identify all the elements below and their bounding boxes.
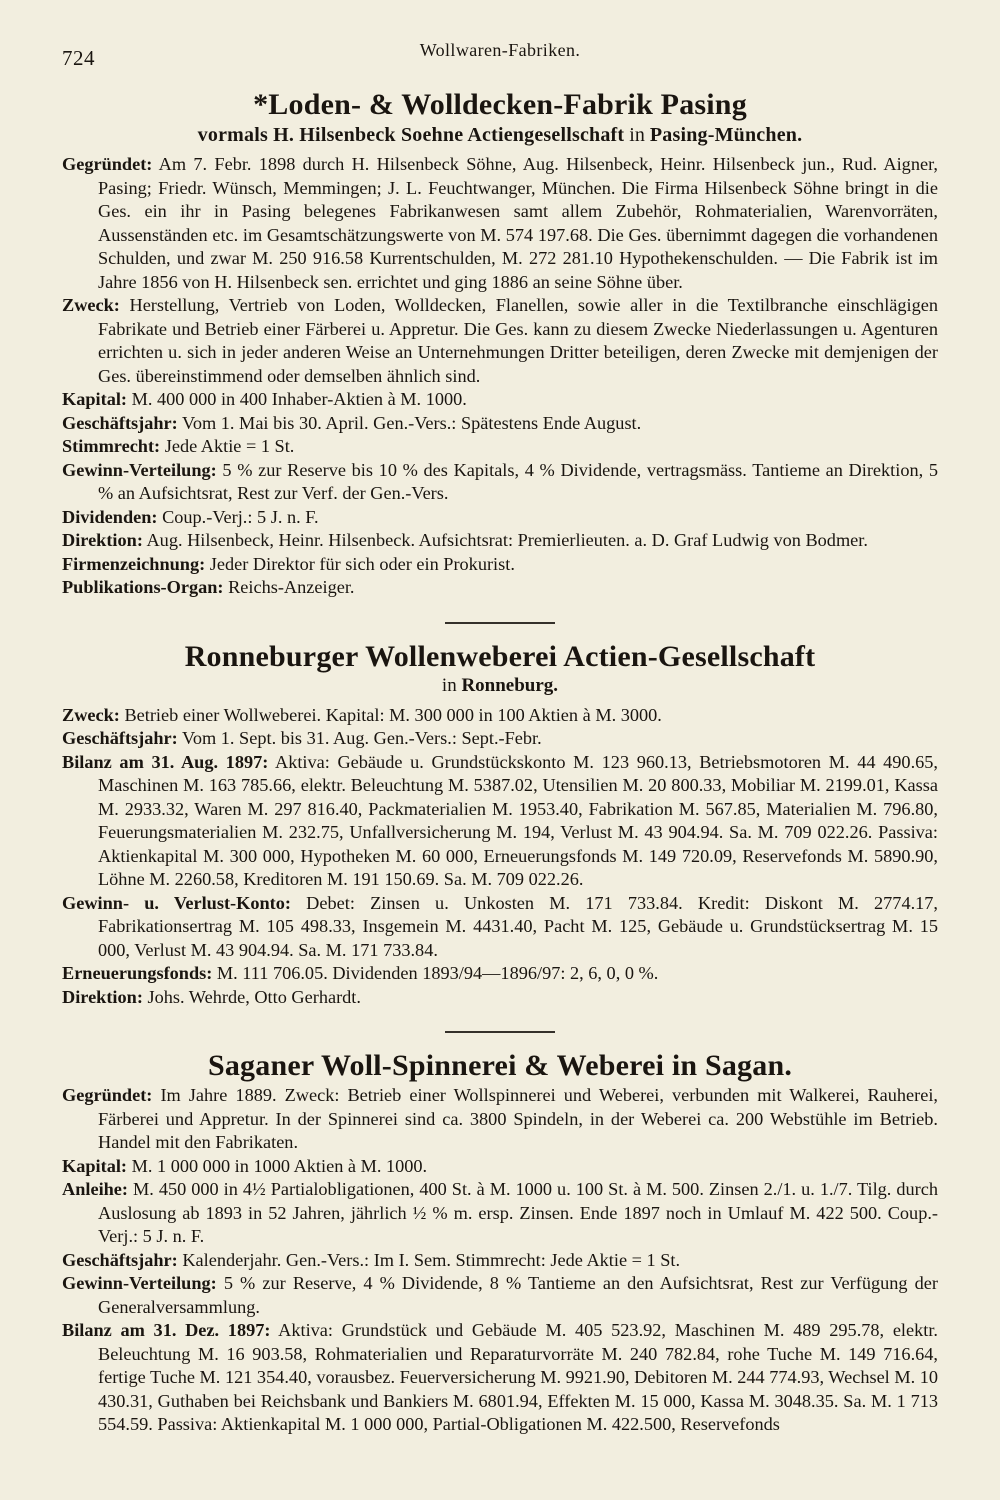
field-label: Geschäftsjahr: xyxy=(62,412,178,433)
field-value: Vom 1. Mai bis 30. April. Gen.-Vers.: Spätestens Ende August. xyxy=(177,412,642,433)
entry-field xyxy=(62,1249,938,1273)
running-title: Wollwaren-Fabriken. xyxy=(419,40,581,60)
entry-saganer-woll-spinnerei xyxy=(62,1049,938,1437)
entry-field xyxy=(62,412,938,436)
field-label: Gegründet: xyxy=(62,154,153,174)
entry-loden-wolldecken-fabrik-pasing xyxy=(62,88,938,600)
field-value: Jeder Direktor für sich oder ein Prokurist. xyxy=(205,553,515,574)
entry-field xyxy=(62,529,938,553)
entry-field xyxy=(62,1319,938,1437)
field-value: Herstellung, Vertrieb von Loden, Wolldecken, Flanellen, sowie aller in die Textilbranche einschlägigen Fabrikate und Betrieb einer Färberei u. Appretur. Die Ges. kann zu diesem Zwecke Niederlassungen u. Agenturen errichten u. sich in jeder anderen Weise an Unternehmungen Dritter beteiligen, deren Zwecke mit demjenigen der Ges. übereinstimmend oder demselben ähnlich sind. xyxy=(98,295,938,386)
entry-subtitle xyxy=(62,123,938,147)
field-label: Stimmrecht: xyxy=(62,436,161,456)
field-label: Bilanz am 31. Dez. 1897: xyxy=(62,1320,271,1340)
entry-field xyxy=(62,553,938,577)
field-label: Kapital: xyxy=(62,389,128,409)
field-value: Jede Aktie = 1 St. xyxy=(160,436,295,456)
running-head xyxy=(62,40,938,74)
entry-ronneburger-wollenweberei xyxy=(62,640,938,1010)
page-number: 724 xyxy=(62,46,95,70)
field-value: M. 400 000 in 400 Inhaber-Aktien à M. 1000. xyxy=(127,389,467,409)
field-label: Anleihe: xyxy=(62,1179,129,1199)
entry-field xyxy=(62,506,938,530)
field-value: Reichs-Anzeiger. xyxy=(223,577,355,597)
entry-field xyxy=(62,435,938,459)
entry-title: Saganer Woll-Spinnerei & Weberei in Sagan. xyxy=(207,1049,793,1082)
entry-location-name: Ronneburg. xyxy=(461,674,559,696)
field-value: M. 111 706.05. Dividenden 1893/94—1896/97: 2, 6, 0, 0 %. xyxy=(212,963,659,983)
field-label: Gegründet: xyxy=(62,1085,153,1105)
entry-title: *Loden- & Wolldecken-Fabrik Pasing xyxy=(253,88,747,121)
entry-field xyxy=(62,892,938,963)
field-value: Am 7. Febr. 1898 durch H. Hilsenbeck Söhne, Aug. Hilsenbeck, Heinr. Hilsenbeck jun., Rud. Aigner, Pasing; Friedr. Wünsch, Memmingen; J. L. Feuchtwanger, München. Die Firma Hilsenbeck Söhne bringt in die Ges. ein ihr in Pasing belegenes Fabrikanwesen samt allem Zubehör, Rohmaterialien, Warenvorräten, Aussenständen etc. im Gesamtschätzungswerte von M. 574 197.68. Die Ges. übernimmt dagegen die vorhandenen Schulden, und zwar M. 250 916.58 Kurrentschulden, M. 272 281.10 Hypothekenschulden. — Die Fabrik ist im Jahre 1856 von H. Hilsenbeck sen. errichtet und ging 1886 an seine Söhne über. xyxy=(98,154,938,292)
field-label: Dividenden: xyxy=(62,506,158,527)
entry-field xyxy=(62,1272,938,1319)
field-value: Vom 1. Sept. bis 31. Aug. Gen.-Vers.: Sept.-Febr. xyxy=(177,728,542,748)
field-label: Geschäftsjahr: xyxy=(62,1249,178,1270)
field-label: Bilanz am 31. Aug. 1897: xyxy=(62,751,269,772)
field-label: Kapital: xyxy=(62,1155,128,1176)
entry-field xyxy=(62,751,938,892)
field-label: Zweck: xyxy=(62,295,120,315)
field-value: Debet: Zinsen u. Unkosten M. 171 733.84. Kredit: Diskont M. 2774.17, Fabrikationsertrag M. 105 498.33, Insgemein M. 4431.40, Pacht M. 125, Gebäude u. Grundstücksertrag M. 15 000, Verlust M. 43 904.94. Sa. M. 171 733.84. xyxy=(98,892,939,960)
field-value: M. 1 000 000 in 1000 Aktien à M. 1000. xyxy=(127,1155,428,1176)
entry-field xyxy=(62,576,938,600)
field-label: Publikations-Organ: xyxy=(62,577,224,597)
field-label: Gewinn-Verteilung: xyxy=(62,1273,217,1293)
field-label: Gewinn- u. Verlust-Konto: xyxy=(62,892,291,913)
entry-location-prefix: in xyxy=(441,674,462,696)
entry-field xyxy=(62,1155,938,1179)
section-divider xyxy=(445,622,555,624)
entry-location xyxy=(62,675,938,697)
entry-title: Ronneburger Wollenweberei Actien-Gesellschaft xyxy=(184,639,816,673)
entry-field xyxy=(62,1084,938,1155)
field-value: Im Jahre 1889. Zweck: Betrieb einer Wollspinnerei und Weberei, verbunden mit Walkerei, Rauherei, Färberei und Appretur. In der Spinnerei sind ca. 3800 Spindeln, in der Weberei ca. 200 Webstühle im Betrieb. Handel mit den Fabrikaten. xyxy=(98,1085,938,1152)
field-label: Firmenzeichnung: xyxy=(62,553,206,574)
entry-field xyxy=(62,459,938,506)
entry-field xyxy=(62,388,938,412)
field-value: 5 % zur Reserve, 4 % Dividende, 8 % Tantieme an den Aufsichtsrat, Rest zur Verfügung der Generalversammlung. xyxy=(98,1273,938,1317)
entry-subtitle-bold-2: Pasing-München. xyxy=(649,124,803,146)
field-label: Direktion: xyxy=(62,530,143,550)
entry-field xyxy=(62,1178,938,1249)
field-value: Johs. Wehrde, Otto Gerhardt. xyxy=(142,986,361,1007)
field-value: Coup.-Verj.: 5 J. n. F. xyxy=(157,506,319,527)
field-label: Geschäftsjahr: xyxy=(62,728,178,748)
field-label: Gewinn-Verteilung: xyxy=(62,459,217,480)
field-label: Direktion: xyxy=(62,986,143,1007)
entry-subtitle-bold-1: vormals H. Hilsenbeck Soehne Actiengesellschaft xyxy=(197,124,625,146)
entry-field xyxy=(62,153,938,294)
entry-field xyxy=(62,727,938,751)
field-value: Aug. Hilsenbeck, Heinr. Hilsenbeck. Aufsichtsrat: Premierlieuten. a. D. Graf Ludwig von Bodmer. xyxy=(142,530,868,550)
entry-field xyxy=(62,962,938,986)
entry-field xyxy=(62,704,938,728)
field-value: Aktiva: Gebäude u. Grundstückskonto M. 123 960.13, Betriebsmotoren M. 44 490.65, Maschinen M. 163 785.66, elektr. Beleuchtung M. 5387.02, Utensilien M. 20 800.33, Mobiliar M. 2199.01, Kassa M. 2933.32, Waren M. 297 816.40, Packmaterialien M. 1953.40, Fabrikation M. 567.85, Materialien M. 796.80, Feuerungsmaterialien M. 232.75, Unfallversicherung M. 194, Verlust M. 43 904.94. Sa. M. 709 022.26. Passiva: Aktienkapital M. 300 000, Hypotheken M. 60 000, Erneuerungsfonds M. 149 720.09, Reservefonds M. 5890.90, Löhne M. 2260.58, Kreditoren M. 191 150.69. Sa. M. 709 022.26. xyxy=(98,751,938,889)
field-value: Kalenderjahr. Gen.-Vers.: Im I. Sem. Stimmrecht: Jede Aktie = 1 St. xyxy=(177,1249,681,1270)
field-label: Erneuerungsfonds: xyxy=(62,963,213,983)
field-label: Zweck: xyxy=(62,704,120,725)
section-divider xyxy=(445,1031,555,1033)
entry-field xyxy=(62,986,938,1010)
field-value: 5 % zur Reserve bis 10 % des Kapitals, 4 % Dividende, vertragsmäss. Tantieme an Direktion, 5 % an Aufsichtsrat, Rest zur Verf. der Gen.-Vers. xyxy=(98,459,938,503)
entry-subtitle-connector: in xyxy=(624,124,650,146)
entry-field xyxy=(62,294,938,388)
field-value: Betrieb einer Wollweberei. Kapital: M. 300 000 in 100 Aktien à M. 3000. xyxy=(119,704,662,725)
field-value: Aktiva: Grundstück und Gebäude M. 405 523.92, Maschinen M. 489 295.78, elektr. Beleuchtung M. 16 903.58, Rohmaterialien und Reparaturvorräte M. 240 782.84, rohe Tuche M. 149 716.64, fertige Tuche M. 121 354.40, vorausbez. Feuerversicherung M. 9921.90, Debitoren M. 244 774.93, Wechsel M. 10 430.31, Guthaben bei Reichsbank und Bankiers M. 6801.94, Effekten M. 15 000, Kassa M. 3048.35. Sa. M. 1 713 554.59. Passiva: Aktienkapital M. 1 000 000, Partial-Obligationen M. 422.500, Reservefonds xyxy=(98,1320,939,1434)
field-value: M. 450 000 in 4½ Partialobligationen, 400 St. à M. 1000 u. 100 St. à M. 500. Zinsen 2./1. u. 1./7. Tilg. durch Auslosung ab 1893 in 52 Jahren, jährlich ½ % m. ersp. Zinsen. Ende 1897 noch in Umlauf M. 422 500. Coup.-Verj.: 5 J. n. F. xyxy=(98,1179,938,1246)
